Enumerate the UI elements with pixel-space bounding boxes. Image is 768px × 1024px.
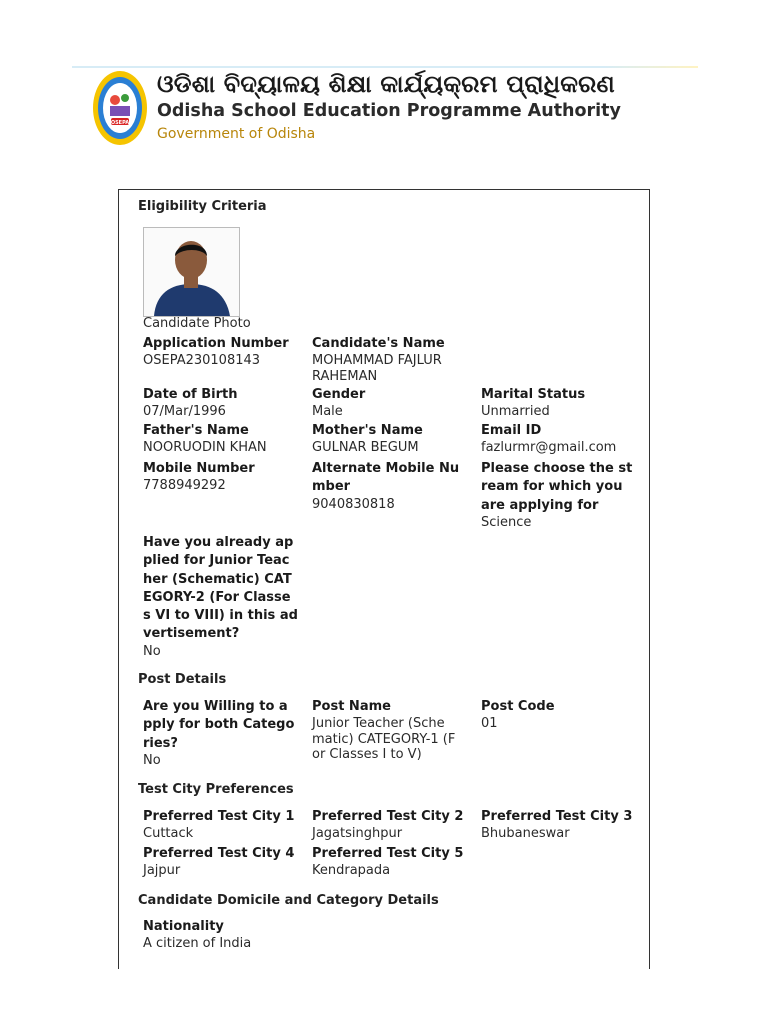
header-english-title: Odisha School Education Programme Authority bbox=[157, 101, 621, 121]
post-name-value-line3: or Classes I to V) bbox=[312, 747, 422, 763]
test-city-4-value: Jajpur bbox=[143, 863, 181, 879]
field-test-city-1 bbox=[143, 808, 303, 842]
test-city-5-value: Kendrapada bbox=[312, 863, 391, 879]
dob-value: 07/Mar/1996 bbox=[143, 404, 226, 420]
logo-text: OSEPA bbox=[110, 120, 130, 126]
test-city-1-label: Preferred Test City 1 bbox=[143, 809, 295, 824]
field-dob bbox=[143, 386, 303, 420]
alternate-mobile-value: 9040830818 bbox=[312, 496, 395, 512]
post-name-label: Post Name bbox=[312, 699, 391, 714]
field-already-applied bbox=[143, 534, 303, 659]
already-applied-question-line6: vertisement? bbox=[143, 626, 240, 642]
father-name-label: Father's Name bbox=[143, 423, 249, 438]
already-applied-answer: No bbox=[143, 643, 161, 659]
already-applied-question-line3: her (Schematic) CAT bbox=[143, 571, 292, 587]
marital-status-value: Unmarried bbox=[481, 404, 550, 420]
section-heading-domicile: Candidate Domicile and Category Details bbox=[138, 893, 439, 908]
field-gender bbox=[312, 386, 472, 420]
field-willing-both bbox=[143, 698, 303, 768]
alternate-mobile-label-line2: mber bbox=[312, 479, 351, 495]
field-test-city-2 bbox=[312, 808, 472, 842]
nationality-value: A citizen of India bbox=[143, 936, 252, 952]
field-email bbox=[481, 422, 641, 456]
mother-name-value: GULNAR BEGUM bbox=[312, 440, 419, 456]
header-subtitle: Government of Odisha bbox=[157, 126, 316, 142]
father-name-value: NOORUODIN KHAN bbox=[143, 440, 267, 456]
section-heading-eligibility: Eligibility Criteria bbox=[138, 199, 267, 214]
test-city-5-label: Preferred Test City 5 bbox=[312, 846, 464, 861]
field-father-name bbox=[143, 422, 303, 456]
post-name-value-line1: Junior Teacher (Sche bbox=[312, 716, 445, 732]
section-heading-test-city: Test City Preferences bbox=[138, 782, 294, 797]
gender-label: Gender bbox=[312, 387, 366, 402]
field-test-city-5 bbox=[312, 845, 472, 879]
header-odia-title: ଓଡିଶା ବିଦ୍ୟାଳୟ ଶିକ୍ଷା କାର୍ଯ୍ୟକ୍ରମ ପ୍ରାଧିକରଣ bbox=[157, 70, 615, 98]
stream-value: Science bbox=[481, 514, 532, 530]
field-mother-name bbox=[312, 422, 472, 456]
field-test-city-3 bbox=[481, 808, 641, 842]
post-code-value: 01 bbox=[481, 716, 498, 732]
candidate-photo bbox=[143, 227, 240, 317]
marital-status-label: Marital Status bbox=[481, 387, 586, 402]
field-marital-status bbox=[481, 386, 641, 420]
candidate-name-label: Candidate's Name bbox=[312, 336, 445, 351]
field-application-number bbox=[143, 335, 303, 369]
stream-label-line2: ream for which you bbox=[481, 479, 623, 495]
field-mobile-number bbox=[143, 460, 303, 494]
field-candidate-name bbox=[312, 335, 472, 384]
test-city-2-value: Jagatsinghpur bbox=[312, 826, 403, 842]
willing-both-label-line1: Are you Willing to a bbox=[143, 699, 288, 714]
field-stream bbox=[481, 460, 641, 530]
already-applied-question-line4: EGORY-2 (For Classe bbox=[143, 589, 291, 605]
header-divider bbox=[72, 66, 698, 68]
email-label: Email ID bbox=[481, 423, 542, 438]
field-post-code bbox=[481, 698, 641, 732]
test-city-3-value: Bhubaneswar bbox=[481, 826, 570, 842]
field-test-city-4 bbox=[143, 845, 303, 879]
willing-both-value: No bbox=[143, 752, 161, 768]
test-city-1-value: Cuttack bbox=[143, 826, 194, 842]
test-city-2-label: Preferred Test City 2 bbox=[312, 809, 464, 824]
stream-label-line3: are applying for bbox=[481, 497, 599, 513]
dob-label: Date of Birth bbox=[143, 387, 238, 402]
willing-both-label-line2: pply for both Catego bbox=[143, 717, 295, 733]
nationality-label: Nationality bbox=[143, 919, 224, 934]
already-applied-question-line5: s VI to VIII) in this ad bbox=[143, 608, 298, 624]
already-applied-question-line2: plied for Junior Teac bbox=[143, 553, 290, 569]
post-code-label: Post Code bbox=[481, 699, 555, 714]
mobile-number-label: Mobile Number bbox=[143, 461, 255, 476]
already-applied-question-line1: Have you already ap bbox=[143, 535, 294, 550]
section-heading-post-details: Post Details bbox=[138, 672, 227, 687]
test-city-3-label: Preferred Test City 3 bbox=[481, 809, 633, 824]
photo-caption: Candidate Photo bbox=[143, 316, 251, 331]
test-city-4-label: Preferred Test City 4 bbox=[143, 846, 295, 861]
gender-value: Male bbox=[312, 404, 343, 420]
mobile-number-value: 7788949292 bbox=[143, 478, 226, 494]
field-post-name bbox=[312, 698, 472, 763]
post-name-value-line2: matic) CATEGORY-1 (F bbox=[312, 731, 456, 747]
stream-label-line1: Please choose the st bbox=[481, 461, 633, 476]
mother-name-label: Mother's Name bbox=[312, 423, 423, 438]
candidate-name-value-line2: RAHEMAN bbox=[312, 368, 378, 384]
field-alternate-mobile bbox=[312, 460, 472, 512]
candidate-name-value-line1: MOHAMMAD FAJLUR bbox=[312, 353, 442, 369]
application-number-value: OSEPA230108143 bbox=[143, 353, 261, 369]
willing-both-label-line3: ries? bbox=[143, 735, 178, 751]
email-value: fazlurmr@gmail.com bbox=[481, 440, 617, 456]
osepa-logo bbox=[92, 70, 148, 146]
alternate-mobile-label-line1: Alternate Mobile Nu bbox=[312, 461, 460, 476]
field-nationality bbox=[143, 918, 303, 952]
application-number-label: Application Number bbox=[143, 336, 289, 351]
